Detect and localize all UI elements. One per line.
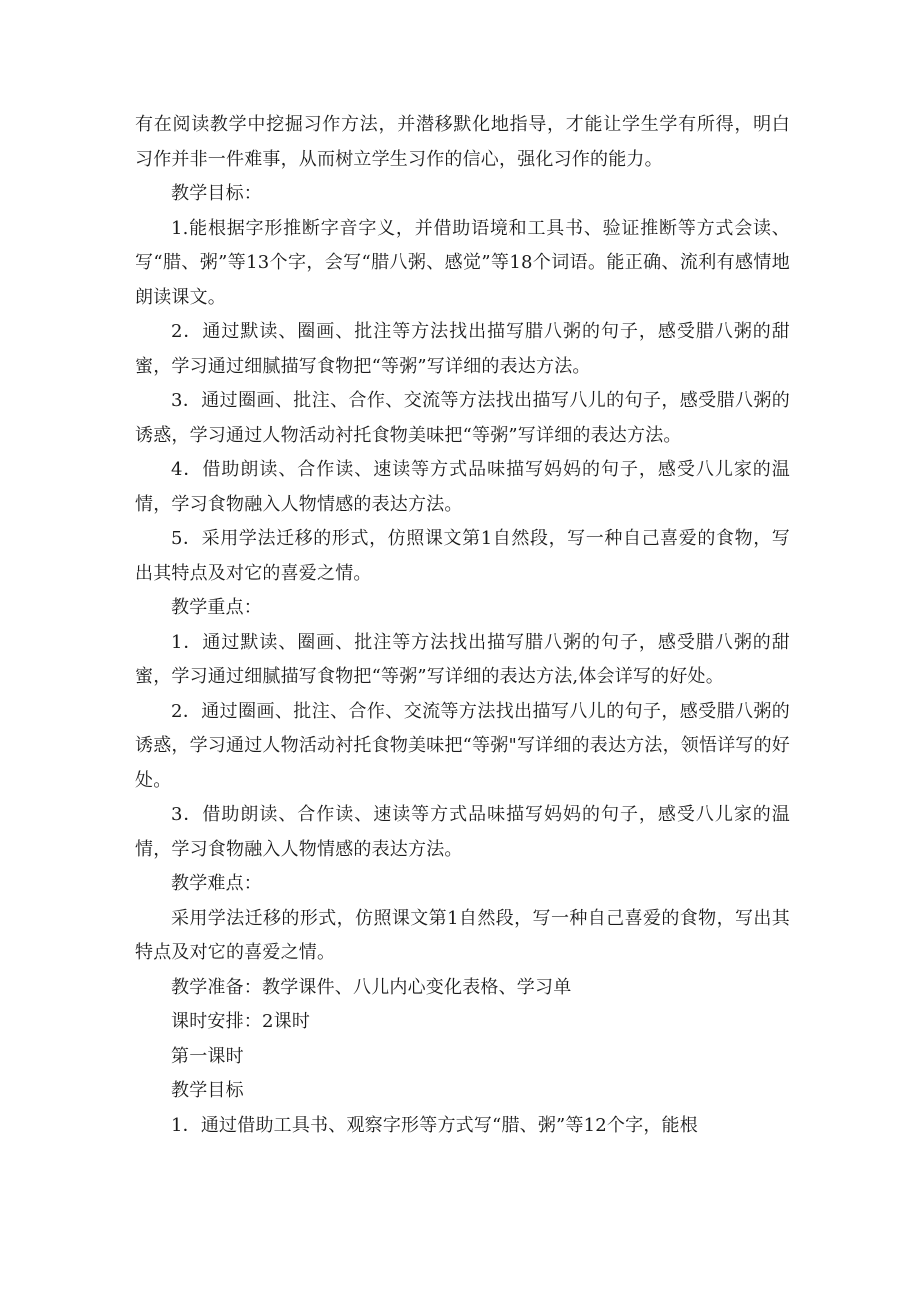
key-point-2: 2．通过圈画、批注、合作、交流等方法找出描写八儿的句子，感受腊八粥的诱惑，学习通过人物活动衬托食物美味把“等粥"写详细的表达方法，领悟详写的好处。 <box>135 700 790 791</box>
key-point-1: 1．通过默读、圈画、批注等方法找出描写腊八粥的句子，感受腊八粥的甜蜜，学习通过细腻描写食物把“等粥”写详细的表达方法,体会详写的好处。 <box>135 631 790 687</box>
heading-key-points: 教学重点： <box>171 597 262 618</box>
heading-teaching-goals: 教学目标： <box>171 183 262 204</box>
paragraph-intro-continued: 有在阅读教学中挖掘习作方法，并潜移默化地指导，才能让学生学有所得，明白习作并非一件难事，从而树立学生习作的信心，强化习作的能力。 <box>135 114 790 170</box>
teaching-preparation: 教学准备：教学课件、八儿内心变化表格、学习单 <box>171 976 572 998</box>
goal-item-3: 3．通过圈画、批注、合作、交流等方法找出描写八儿的句子，感受腊八粥的诱惑，学习通过人物活动衬托食物美味把“等粥”写详细的表达方法。 <box>135 390 790 446</box>
lesson-goal-1: 1．通过借助工具书、观察字形等方式写“腊、粥”等12个字，能根 <box>171 1114 698 1136</box>
goal-item-1: 1.能根据字形推断字音字义，并借助语境和工具书、验证推断等方式会读、写“腊、粥”等13个字，会写“腊八粥、感觉”等18个词语。能正确、流利有感情地朗读课文。 <box>135 217 790 308</box>
difficulty-item: 采用学法迁移的形式，仿照课文第1自然段，写一种自己喜爱的食物，写出其特点及对它的喜爱之情。 <box>135 907 790 963</box>
heading-first-lesson: 第一课时 <box>171 1045 244 1067</box>
heading-lesson-goals: 教学目标 <box>171 1080 244 1101</box>
heading-difficulties: 教学难点： <box>171 873 262 894</box>
goal-item-4: 4．借助朗读、合作读、速读等方式品味描写妈妈的句子，感受八儿家的温情，学习食物融入人物情感的表达方法。 <box>135 459 790 515</box>
goal-item-2: 2．通过默读、圈画、批注等方法找出描写腊八粥的句子，感受腊八粥的甜蜜，学习通过细腻描写食物把“等粥”写详细的表达方法。 <box>135 321 790 377</box>
class-schedule: 课时安排：2课时 <box>171 1011 311 1032</box>
document-body <box>135 108 790 1143</box>
goal-item-5: 5．采用学法迁移的形式，仿照课文第1自然段，写一种自己喜爱的食物，写出其特点及对它的喜爱之情。 <box>135 528 790 584</box>
key-point-3: 3．借助朗读、合作读、速读等方式品味描写妈妈的句子，感受八儿家的温情，学习食物融入人物情感的表达方法。 <box>135 804 790 860</box>
